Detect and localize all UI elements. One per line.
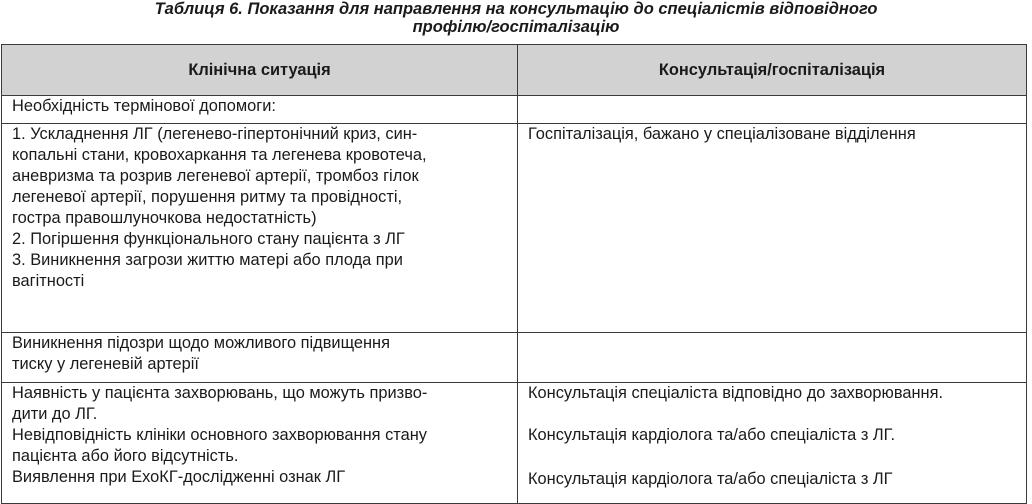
table-row — [2, 383, 1027, 504]
situation-line: гостра правошлуночкова недостатність) — [12, 209, 317, 227]
action-line: Консультація кардіолога та/або спеціаліста з ЛГ — [528, 470, 893, 488]
action-line: Консультація кардіолога та/або спеціаліста з ЛГ. — [528, 426, 896, 444]
situation-line: копальні стани, кровохаркання та легенева кровотеча, — [12, 146, 427, 164]
table-row — [2, 124, 1027, 333]
situation-line: аневризма та розрив легеневої артерії, тромбоз гілок — [12, 167, 419, 185]
situation-line: Наявність у пацієнта захворювань, що можуть призво- — [12, 384, 428, 402]
spacer — [528, 404, 1016, 425]
situation-line: Невідповідність клініки основного захворювання стану — [12, 426, 427, 444]
action-cell — [518, 383, 1027, 504]
action-cell — [518, 96, 1027, 124]
indications-table — [1, 44, 1027, 504]
situation-line: 2. Погіршення функціонального стану пацієнта з ЛГ — [12, 230, 405, 248]
situation-line: тиску у легеневій артерії — [12, 355, 199, 373]
situation-line: легеневої артерії, порушення ритму та провідності, — [12, 188, 403, 206]
caption-line-2: профілю/госпіталізацію — [412, 18, 620, 36]
situation-cell — [2, 333, 518, 383]
spacer — [528, 446, 1016, 467]
situation-line: дити до ЛГ. — [12, 405, 98, 423]
action-line: Консультація спеціаліста відповідно до захворювання. — [528, 384, 944, 402]
caption-line-1: Таблиця 6. Показання для направлення на консультацію до спеціалістів відповідного — [154, 0, 878, 18]
table-row — [2, 96, 1027, 124]
header-clinical-situation: Клінічна ситуація — [2, 45, 518, 96]
table-header-row — [2, 45, 1027, 96]
situation-line: Виявлення при ЕхоКГ-дослідженні ознак ЛГ — [12, 468, 346, 486]
situation-line: 1. Ускладнення ЛГ (легенево-гіпертонічний криз, син- — [12, 125, 418, 143]
header-consultation: Консультація/госпіталізація — [518, 45, 1027, 96]
situation-line: 3. Виникнення загрози життю матері або плода при — [12, 251, 403, 269]
situation-cell — [2, 124, 518, 333]
situation-cell — [2, 383, 518, 504]
action-cell — [518, 333, 1027, 383]
situation-line: пацієнта або його відсутність. — [12, 447, 239, 465]
table-caption — [0, 0, 1032, 36]
action-cell — [518, 124, 1027, 333]
situation-line: вагітності — [12, 272, 85, 290]
action-line: Госпіталізація, бажано у спеціалізоване відділення — [528, 125, 916, 143]
situation-line: Необхідність термінової допомоги: — [12, 97, 276, 115]
situation-line: Виникнення підозри щодо можливого підвищення — [12, 334, 390, 352]
situation-cell — [2, 96, 518, 124]
table-row — [2, 333, 1027, 383]
